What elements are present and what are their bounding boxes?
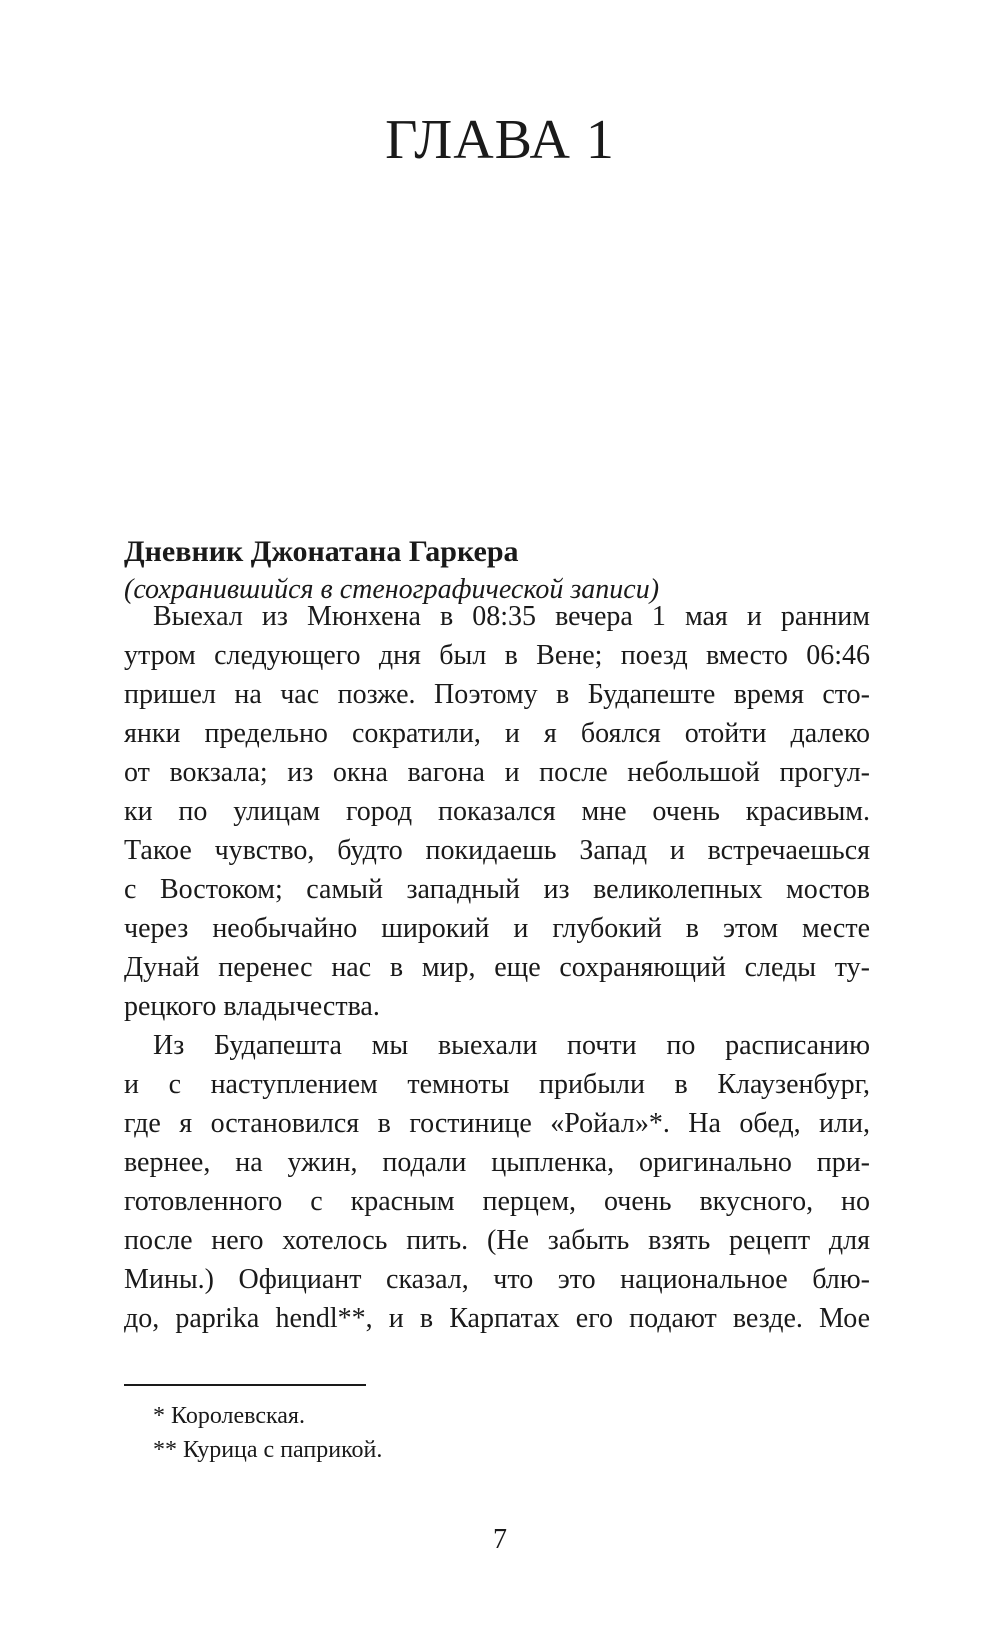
footnote-divider bbox=[124, 1384, 366, 1386]
footnote-2: ** Курица с паприкой. bbox=[153, 1437, 383, 1463]
body-line: и с наступлением темноты прибыли в Клаузенбург, bbox=[124, 1069, 870, 1100]
chapter-title: ГЛАВА 1 bbox=[385, 109, 615, 171]
page-number: 7 bbox=[493, 1524, 507, 1555]
diary-subheading: (сохранившийся в стенографической записи) bbox=[124, 574, 660, 605]
body-line: ки по улицам город показался мне очень красивым. bbox=[124, 796, 870, 827]
body-line: вернее, на ужин, подали цыпленка, оригинально при- bbox=[124, 1147, 870, 1178]
body-line: янки предельно сократили, и я боялся отойти далеко bbox=[124, 718, 870, 749]
body-line: после него хотелось пить. (Не забыть взять рецепт для bbox=[124, 1225, 870, 1256]
body-line: утром следующего дня был в Вене; поезд вместо 06:46 bbox=[124, 640, 870, 671]
body-line: до, paprika hendl**, и в Карпатах его подают везде. Мое bbox=[124, 1303, 870, 1334]
body-line: Мины.) Официант сказал, что это национальное блю- bbox=[124, 1264, 870, 1295]
body-line: через необычайно широкий и глубокий в этом месте bbox=[124, 913, 870, 944]
footnote-1: * Королевская. bbox=[153, 1403, 305, 1429]
diary-heading: Дневник Джонатана Гаркера bbox=[124, 535, 519, 568]
body-line: пришел на час позже. Поэтому в Будапеште время сто- bbox=[124, 679, 870, 710]
body-line: готовленного с красным перцем, очень вкусного, но bbox=[124, 1186, 870, 1217]
body-line: где я остановился в гостинице «Ройал»*. На обед, или, bbox=[124, 1108, 870, 1139]
body-line: Дунай перенес нас в мир, еще сохраняющий следы ту- bbox=[124, 952, 870, 983]
body-line: Такое чувство, будто покидаешь Запад и встречаешься bbox=[124, 835, 870, 866]
body-line: от вокзала; из окна вагона и после небольшой прогул- bbox=[124, 757, 870, 788]
body-line: с Востоком; самый западный из великолепных мостов bbox=[124, 874, 870, 905]
body-line: Из Будапешта мы выехали почти по расписанию bbox=[153, 1030, 870, 1061]
body-line: рецкого владычества. bbox=[124, 991, 380, 1022]
body-line: Выехал из Мюнхена в 08:35 вечера 1 мая и ранним bbox=[153, 601, 870, 632]
